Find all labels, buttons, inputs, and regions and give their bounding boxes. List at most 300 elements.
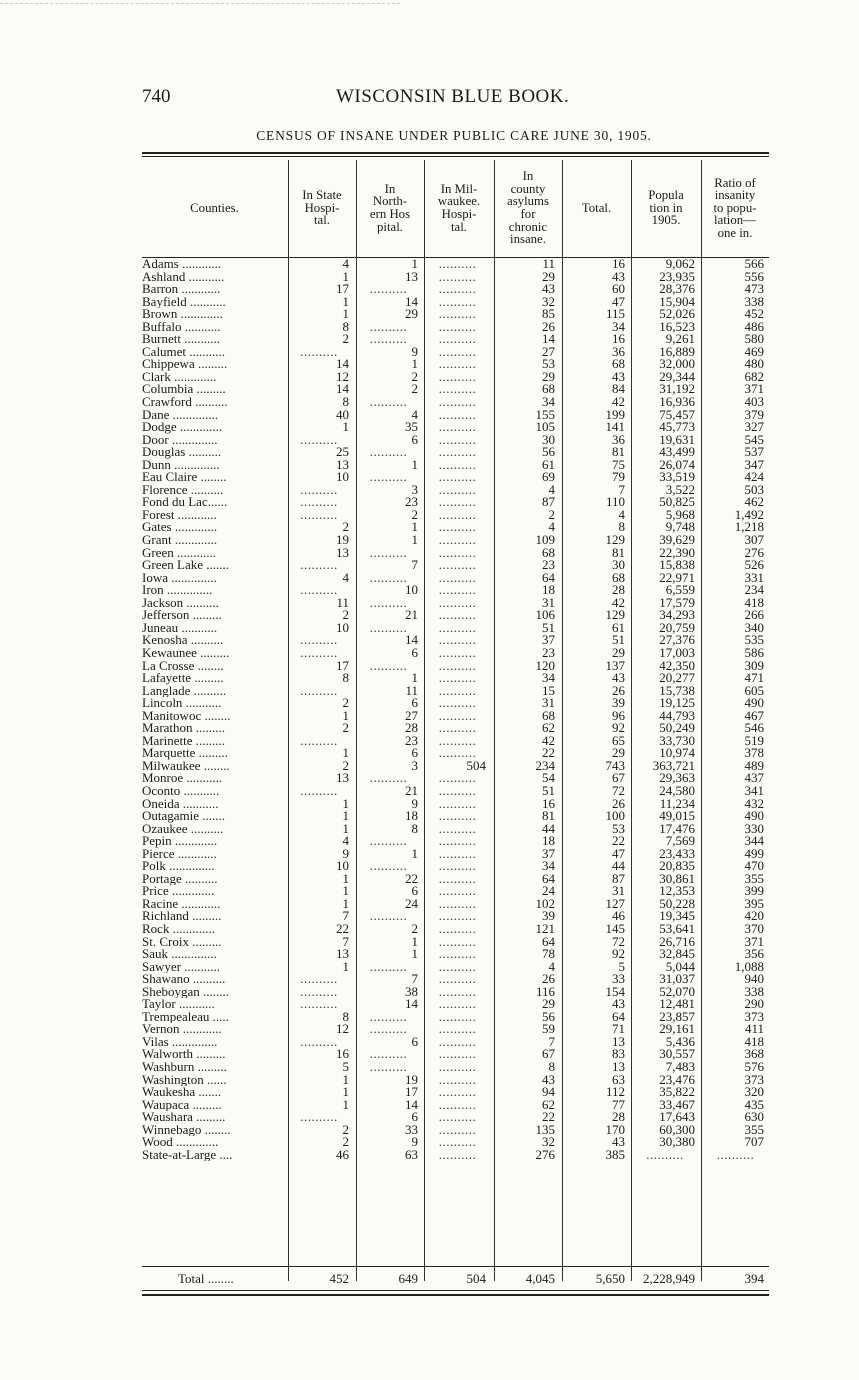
cell-northern-hospital: 14 xyxy=(405,1098,418,1112)
cell-total: 60 xyxy=(612,283,625,296)
cell-county-asylums: 105 xyxy=(535,421,555,434)
cell-total: 84 xyxy=(612,383,625,397)
cell-total: 67 xyxy=(612,772,625,785)
cell-county-name: Pierce ............ xyxy=(142,847,217,861)
cell-state-hospital: 2 xyxy=(342,1136,349,1149)
cell-ratio: 545 xyxy=(744,433,764,447)
table-row xyxy=(142,584,769,597)
cell-milwaukee-hospital: .......... xyxy=(438,709,477,723)
cell-milwaukee-hospital: .......... xyxy=(438,333,477,346)
table-row xyxy=(142,697,769,710)
cell-county-name: Trempealeau ..... xyxy=(142,1010,229,1024)
table-row xyxy=(142,823,769,836)
total-ratio: 394 xyxy=(744,1271,764,1286)
table-row xyxy=(142,647,769,660)
cell-milwaukee-hospital: .......... xyxy=(438,559,477,572)
cell-state-hospital: 19 xyxy=(336,534,349,547)
cell-milwaukee-hospital: .......... xyxy=(438,596,477,610)
cell-state-hospital: 1 xyxy=(342,1073,349,1087)
cell-ratio: 276 xyxy=(744,546,764,560)
cell-northern-hospital: .......... xyxy=(369,596,408,610)
cell-population: 12,481 xyxy=(659,998,695,1011)
cell-milwaukee-hospital: 504 xyxy=(466,759,486,773)
table-row xyxy=(142,998,769,1011)
cell-county-asylums: 85 xyxy=(542,308,555,321)
cell-milwaukee-hospital: .......... xyxy=(438,1048,477,1062)
cell-state-hospital: .......... xyxy=(300,433,338,447)
cell-northern-hospital: .......... xyxy=(369,621,408,635)
table-row xyxy=(142,1136,769,1149)
cell-state-hospital: 13 xyxy=(336,772,349,785)
cell-northern-hospital: 8 xyxy=(411,822,418,836)
cell-state-hospital: 12 xyxy=(336,1023,349,1036)
cell-milwaukee-hospital: .......... xyxy=(438,483,477,497)
cell-milwaukee-hospital: .......... xyxy=(438,308,477,321)
cell-northern-hospital: 9 xyxy=(411,797,418,811)
table-row xyxy=(142,961,769,974)
cell-county-name: Marinette ......... xyxy=(142,734,226,748)
cell-population: 17,003 xyxy=(659,646,695,660)
cell-northern-hospital: 19 xyxy=(405,1073,418,1087)
cell-county-asylums: 42 xyxy=(542,734,555,748)
cell-county-asylums: 81 xyxy=(542,810,555,823)
cell-ratio: 395 xyxy=(744,897,764,911)
cell-state-hospital: 4 xyxy=(342,835,349,848)
cell-county-name: Racine ............ xyxy=(142,897,221,911)
cell-milwaukee-hospital: .......... xyxy=(438,860,477,873)
cell-state-hospital: .......... xyxy=(300,646,338,660)
cell-total: 65 xyxy=(612,734,625,748)
cell-population: 60,300 xyxy=(659,1123,695,1137)
cell-total: 13 xyxy=(612,1035,625,1049)
cell-total: 72 xyxy=(612,784,625,798)
cell-state-hospital: 25 xyxy=(336,446,349,459)
cell-county-asylums: 32 xyxy=(542,295,555,309)
total-milwaukee-hospital: 504 xyxy=(466,1271,486,1286)
cell-ratio: 418 xyxy=(744,596,764,610)
total-row xyxy=(142,1271,769,1287)
cell-total: 81 xyxy=(612,546,625,560)
cell-county-asylums: 29 xyxy=(542,370,555,384)
cell-northern-hospital: 22 xyxy=(405,872,418,886)
cell-county-name: Adams ............ xyxy=(142,258,222,271)
cell-total: 29 xyxy=(612,747,625,760)
cell-total: 28 xyxy=(612,584,625,597)
cell-total: 16 xyxy=(612,333,625,346)
cell-total: 75 xyxy=(612,458,625,472)
scan-edge-line xyxy=(0,3,400,4)
cell-milwaukee-hospital: .......... xyxy=(438,797,477,811)
cell-county-name: Waupaca ......... xyxy=(142,1098,222,1112)
cell-ratio: 486 xyxy=(744,320,764,334)
cell-population: 6,559 xyxy=(665,584,695,597)
cell-total: 112 xyxy=(605,1086,625,1099)
cell-state-hospital: 8 xyxy=(342,1010,349,1024)
cell-state-hospital: .......... xyxy=(300,973,338,986)
cell-ratio: 320 xyxy=(744,1086,764,1099)
cell-county-asylums: 26 xyxy=(542,973,555,986)
cell-county-name: Lafayette ......... xyxy=(142,672,224,685)
total-top-rule xyxy=(142,1266,769,1267)
cell-state-hospital: .......... xyxy=(300,584,338,597)
cell-county-name: Walworth ......... xyxy=(142,1048,226,1062)
cell-northern-hospital: 6 xyxy=(411,885,418,898)
cell-county-name: Buffalo ........... xyxy=(142,320,221,334)
cell-county-asylums: 29 xyxy=(542,998,555,1011)
cell-ratio: 344 xyxy=(744,835,764,848)
cell-ratio: 519 xyxy=(744,734,764,748)
cell-northern-hospital: .......... xyxy=(369,333,408,346)
cell-ratio: 435 xyxy=(744,1098,764,1112)
cell-county-name: Washburn ......... xyxy=(142,1061,227,1074)
cell-milwaukee-hospital: .......... xyxy=(438,922,477,936)
cell-county-asylums: 14 xyxy=(542,333,555,346)
table-row xyxy=(142,346,769,359)
table-row xyxy=(142,521,769,534)
cell-county-asylums: 120 xyxy=(535,659,555,673)
cell-total: 141 xyxy=(605,421,625,434)
cell-total: 154 xyxy=(605,985,625,999)
cell-total: 83 xyxy=(612,1048,625,1062)
cell-population: 35,822 xyxy=(659,1086,695,1099)
cell-total: 7 xyxy=(618,483,625,497)
cell-state-hospital: 2 xyxy=(342,521,349,535)
cell-total: 43 xyxy=(612,270,625,284)
cell-state-hospital: .......... xyxy=(300,508,338,522)
cell-ratio: 480 xyxy=(744,358,764,371)
cell-ratio: 371 xyxy=(744,935,764,949)
cell-northern-hospital: 14 xyxy=(405,295,418,309)
cell-northern-hospital: .......... xyxy=(369,772,408,785)
cell-milwaukee-hospital: .......... xyxy=(438,960,477,974)
cell-total: 5 xyxy=(618,960,625,974)
cell-ratio: 469 xyxy=(744,345,764,359)
table-row xyxy=(142,484,769,497)
cell-population: 42,350 xyxy=(659,659,695,673)
cell-ratio: 580 xyxy=(744,333,764,346)
cell-northern-hospital: 7 xyxy=(411,973,418,986)
cell-northern-hospital: 9 xyxy=(411,345,418,359)
table-row xyxy=(142,321,769,334)
cell-population: 5,968 xyxy=(665,508,695,522)
cell-ratio: 566 xyxy=(744,258,764,271)
cell-total: 63 xyxy=(612,1073,625,1087)
cell-population: 15,904 xyxy=(659,295,695,309)
cell-ratio: 399 xyxy=(744,885,764,898)
cell-ratio: 373 xyxy=(744,1010,764,1024)
cell-county-asylums: 116 xyxy=(535,985,555,999)
cell-total: 42 xyxy=(612,596,625,610)
cell-state-hospital: 46 xyxy=(336,1148,349,1162)
cell-ratio: 307 xyxy=(744,534,764,547)
cell-county-asylums: 276 xyxy=(535,1148,555,1162)
cell-total: 92 xyxy=(612,722,625,735)
cell-state-hospital: 1 xyxy=(342,822,349,836)
cell-state-hospital: .......... xyxy=(300,1111,338,1124)
table-row xyxy=(142,685,769,698)
cell-population: 52,070 xyxy=(659,985,695,999)
cell-milwaukee-hospital: .......... xyxy=(438,722,477,735)
cell-population: 23,857 xyxy=(659,1010,695,1024)
table-row xyxy=(142,396,769,409)
cell-ratio: 535 xyxy=(744,634,764,647)
cell-state-hospital: 7 xyxy=(342,935,349,949)
cell-northern-hospital: 24 xyxy=(405,897,418,911)
cell-northern-hospital: 1 xyxy=(411,534,418,547)
cell-northern-hospital: 1 xyxy=(411,935,418,949)
total-population: 2,228,949 xyxy=(643,1271,695,1286)
cell-milwaukee-hospital: .......... xyxy=(438,521,477,535)
table-row xyxy=(142,672,769,685)
cell-population: 34,293 xyxy=(659,609,695,622)
cell-milwaukee-hospital: .......... xyxy=(438,1073,477,1087)
cell-total: 110 xyxy=(605,496,625,509)
cell-total: 33 xyxy=(612,973,625,986)
cell-county-asylums: 22 xyxy=(542,747,555,760)
cell-northern-hospital: 9 xyxy=(411,1136,418,1149)
cell-state-hospital: .......... xyxy=(300,483,338,497)
cell-state-hospital: 1 xyxy=(342,295,349,309)
cell-county-asylums: 4 xyxy=(548,960,555,974)
top-rule-inner xyxy=(142,156,769,157)
cell-population: 53,641 xyxy=(659,922,695,936)
table-row xyxy=(142,986,769,999)
cell-population: 29,161 xyxy=(659,1023,695,1036)
table-row xyxy=(142,810,769,823)
cell-county-name: Sauk .............. xyxy=(142,948,217,961)
cell-state-hospital: 17 xyxy=(336,659,349,673)
cell-county-name: Calumet ........... xyxy=(142,345,226,359)
cell-county-name: Eau Claire ........ xyxy=(142,471,227,484)
cell-county-asylums: 34 xyxy=(542,672,555,685)
cell-county-name: Marathon ......... xyxy=(142,722,226,735)
cell-state-hospital: .......... xyxy=(300,784,338,798)
cell-northern-hospital: 21 xyxy=(405,609,418,622)
cell-county-name: La Crosse ........ xyxy=(142,659,224,673)
cell-ratio: 290 xyxy=(744,998,764,1011)
cell-county-name: Forest ............ xyxy=(142,508,217,522)
cell-total: 385 xyxy=(605,1148,625,1162)
cell-milwaukee-hospital: .......... xyxy=(438,948,477,961)
cell-county-name: Pepin ............. xyxy=(142,835,218,848)
cell-milwaukee-hospital: .......... xyxy=(438,747,477,760)
cell-county-asylums: 78 xyxy=(542,948,555,961)
cell-state-hospital: 1 xyxy=(342,747,349,760)
cell-ratio: 327 xyxy=(744,421,764,434)
cell-northern-hospital: 35 xyxy=(405,421,418,434)
cell-ratio: 467 xyxy=(744,709,764,723)
cell-northern-hospital: 14 xyxy=(405,998,418,1011)
table-row xyxy=(142,1023,769,1036)
table-row xyxy=(142,622,769,635)
cell-milwaukee-hospital: .......... xyxy=(438,985,477,999)
cell-milwaukee-hospital: .......... xyxy=(438,408,477,422)
cell-state-hospital: .......... xyxy=(300,345,338,359)
cell-county-name: Columbia ......... xyxy=(142,383,226,397)
cell-northern-hospital: 6 xyxy=(411,1035,418,1049)
cell-northern-hospital: 63 xyxy=(405,1148,418,1162)
cell-total: 68 xyxy=(612,571,625,585)
cell-population: 17,476 xyxy=(659,822,695,836)
cell-northern-hospital: .......... xyxy=(369,1048,408,1062)
cell-ratio: 368 xyxy=(744,1048,764,1062)
cell-county-asylums: 18 xyxy=(542,835,555,848)
cell-ratio: 526 xyxy=(744,559,764,572)
cell-total: 53 xyxy=(612,822,625,836)
cell-ratio: 1,218 xyxy=(734,521,764,535)
cell-northern-hospital: .......... xyxy=(369,446,408,459)
cell-county-asylums: 53 xyxy=(542,358,555,371)
cell-county-asylums: 8 xyxy=(548,1061,555,1074)
table-row xyxy=(142,848,769,861)
cell-northern-hospital: .......... xyxy=(369,471,408,484)
cell-county-asylums: 11 xyxy=(542,258,555,271)
cell-northern-hospital: 33 xyxy=(405,1123,418,1137)
cell-milwaukee-hospital: .......... xyxy=(438,1086,477,1099)
cell-milwaukee-hospital: .......... xyxy=(438,734,477,748)
cell-milwaukee-hospital: .......... xyxy=(438,621,477,635)
table-row xyxy=(142,358,769,371)
cell-total: 42 xyxy=(612,396,625,409)
cell-county-name: Grant ............. xyxy=(142,534,218,547)
cell-state-hospital: 1 xyxy=(342,270,349,284)
cell-population: 5,044 xyxy=(665,960,695,974)
table-row xyxy=(142,923,769,936)
cell-northern-hospital: .......... xyxy=(369,1023,408,1036)
table-row xyxy=(142,572,769,585)
cell-state-hospital: 10 xyxy=(336,471,349,484)
table-row xyxy=(142,434,769,447)
cell-total: 36 xyxy=(612,345,625,359)
cell-ratio: 503 xyxy=(744,483,764,497)
cell-state-hospital: 40 xyxy=(336,408,349,422)
cell-county-name: Bayfield ........... xyxy=(142,295,226,309)
cell-total: 51 xyxy=(612,634,625,647)
cell-ratio: 471 xyxy=(744,672,764,685)
cell-ratio: 452 xyxy=(744,308,764,321)
table-row xyxy=(142,308,769,321)
running-title: WISCONSIN BLUE BOOK. xyxy=(336,86,570,107)
cell-county-asylums: 15 xyxy=(542,684,555,698)
cell-milwaukee-hospital: .......... xyxy=(438,421,477,434)
cell-state-hospital: 7 xyxy=(342,910,349,923)
cell-ratio: 586 xyxy=(744,646,764,660)
cell-ratio: 499 xyxy=(744,847,764,861)
cell-state-hospital: .......... xyxy=(300,998,338,1011)
cell-county-name: Marquette ......... xyxy=(142,747,228,760)
cell-county-name: Sawyer ........... xyxy=(142,960,220,974)
cell-state-hospital: 4 xyxy=(342,258,349,271)
cell-county-asylums: 27 xyxy=(542,345,555,359)
cell-milwaukee-hospital: .......... xyxy=(438,283,477,296)
table-row xyxy=(142,496,769,509)
cell-total: 34 xyxy=(612,320,625,334)
cell-county-asylums: 54 xyxy=(542,772,555,785)
cell-milwaukee-hospital: .......... xyxy=(438,546,477,560)
cell-county-name: Jefferson ......... xyxy=(142,609,222,622)
cell-county-asylums: 87 xyxy=(542,496,555,509)
cell-county-asylums: 31 xyxy=(542,596,555,610)
cell-total: 47 xyxy=(612,295,625,309)
cell-state-hospital: 1 xyxy=(342,308,349,321)
cell-ratio: 470 xyxy=(744,860,764,873)
cell-milwaukee-hospital: .......... xyxy=(438,998,477,1011)
cell-population: 5,436 xyxy=(665,1035,695,1049)
table-row xyxy=(142,973,769,986)
column-header-state-hospital: In State Hospi- tal. xyxy=(302,188,342,228)
cell-county-asylums: 4 xyxy=(548,521,555,535)
cell-total: 145 xyxy=(605,922,625,936)
cell-northern-hospital: 6 xyxy=(411,646,418,660)
table-row xyxy=(142,747,769,760)
table-row xyxy=(142,910,769,923)
cell-state-hospital: 2 xyxy=(342,697,349,710)
cell-milwaukee-hospital: .......... xyxy=(438,534,477,547)
cell-state-hospital: 1 xyxy=(342,872,349,886)
cell-northern-hospital: 7 xyxy=(411,559,418,572)
cell-milwaukee-hospital: .......... xyxy=(438,383,477,397)
cell-milwaukee-hospital: .......... xyxy=(438,1035,477,1049)
cell-total: 77 xyxy=(612,1098,625,1112)
cell-population: 32,000 xyxy=(659,358,695,371)
cell-population: 30,557 xyxy=(659,1048,695,1062)
cell-population: 23,935 xyxy=(659,270,695,284)
cell-state-hospital: .......... xyxy=(300,985,338,999)
cell-population: 20,835 xyxy=(659,860,695,873)
cell-northern-hospital: 6 xyxy=(411,747,418,760)
cell-county-name: Portage .......... xyxy=(142,872,218,886)
cell-milwaukee-hospital: .......... xyxy=(438,835,477,848)
cell-milwaukee-hospital: .......... xyxy=(438,446,477,459)
cell-total: 22 xyxy=(612,835,625,848)
table-row xyxy=(142,634,769,647)
cell-milwaukee-hospital: .......... xyxy=(438,885,477,898)
cell-total: 64 xyxy=(612,1010,625,1024)
cell-northern-hospital: 27 xyxy=(405,709,418,723)
cell-northern-hospital: .......... xyxy=(369,659,408,673)
cell-northern-hospital: .......... xyxy=(369,960,408,974)
cell-ratio: 356 xyxy=(744,948,764,961)
cell-state-hospital: 1 xyxy=(342,885,349,898)
cell-county-asylums: 106 xyxy=(535,609,555,622)
cell-ratio: 309 xyxy=(744,659,764,673)
cell-county-asylums: 64 xyxy=(542,571,555,585)
cell-ratio: 682 xyxy=(744,370,764,384)
cell-county-name: Outagamie ....... xyxy=(142,810,226,823)
bottom-rule-inner xyxy=(142,1290,769,1291)
cell-county-name: Clark ............. xyxy=(142,370,217,384)
cell-milwaukee-hospital: .......... xyxy=(438,1023,477,1036)
cell-milwaukee-hospital: .......... xyxy=(438,1148,477,1162)
cell-milwaukee-hospital: .......... xyxy=(438,295,477,309)
cell-population: 33,519 xyxy=(659,471,695,484)
cell-northern-hospital: 1 xyxy=(411,521,418,535)
cell-northern-hospital: 23 xyxy=(405,496,418,509)
cell-northern-hospital: 17 xyxy=(405,1086,418,1099)
cell-total: 43 xyxy=(612,672,625,685)
cell-county-name: Iron .............. xyxy=(142,584,213,597)
cell-total: 81 xyxy=(612,446,625,459)
cell-county-name: Polk .............. xyxy=(142,860,215,873)
cell-county-asylums: 7 xyxy=(548,1035,555,1049)
cell-state-hospital: 1 xyxy=(342,421,349,434)
table-row xyxy=(142,471,769,484)
cell-county-asylums: 18 xyxy=(542,584,555,597)
cell-county-asylums: 51 xyxy=(542,621,555,635)
cell-population: 27,376 xyxy=(659,634,695,647)
table-row xyxy=(142,446,769,459)
cell-milwaukee-hospital: .......... xyxy=(438,910,477,923)
